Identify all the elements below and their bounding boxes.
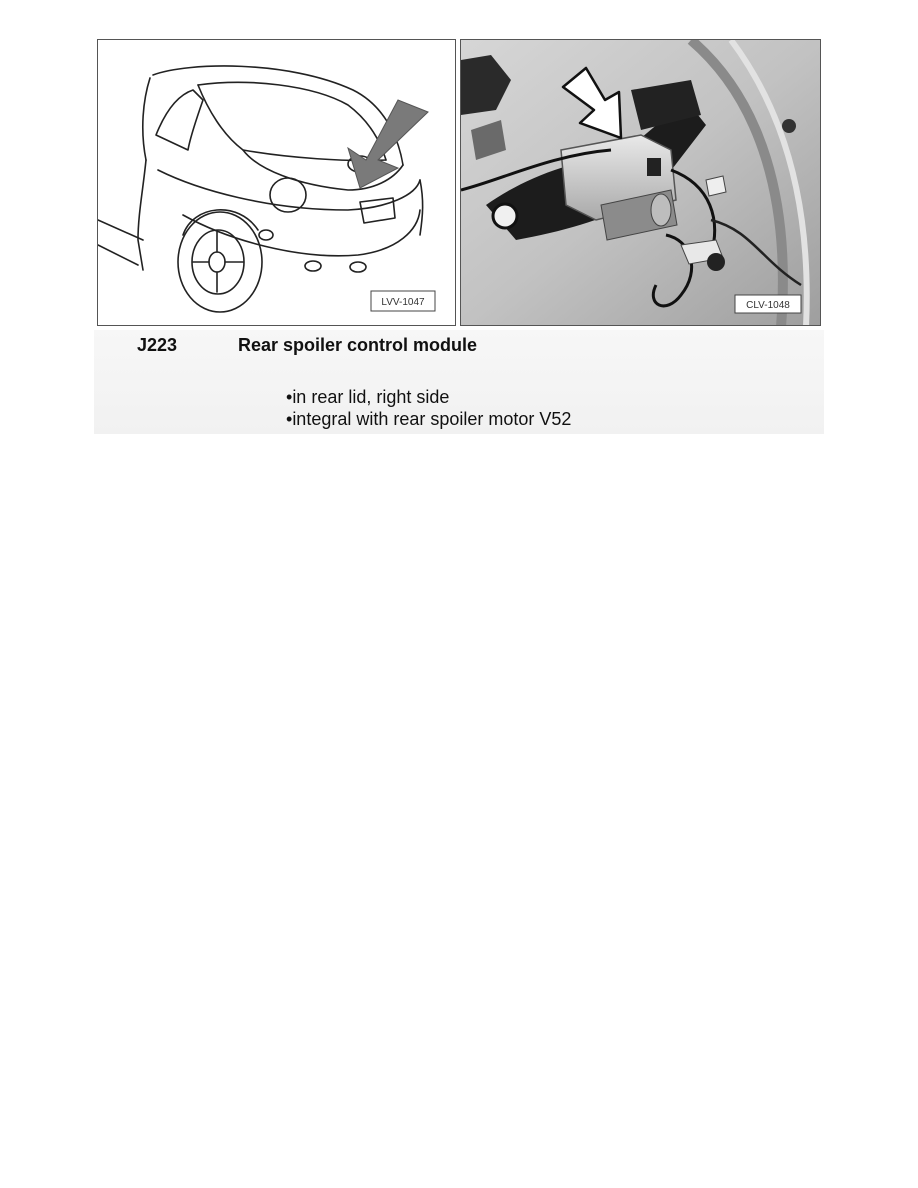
note-item: • integral with rear spoiler motor V52 bbox=[286, 408, 571, 430]
location-notes bbox=[286, 386, 571, 430]
figure-label-right: CLV-1048 bbox=[746, 300, 790, 311]
module-location-photo bbox=[460, 39, 821, 326]
component-code: J223 bbox=[137, 335, 178, 355]
note-item: • in rear lid, right side bbox=[286, 386, 571, 408]
component-title: Rear spoiler control module bbox=[238, 335, 478, 355]
car-rear-illustration bbox=[97, 39, 456, 326]
figure-label-left: LVV-1047 bbox=[381, 297, 425, 308]
figure-row bbox=[97, 39, 821, 328]
